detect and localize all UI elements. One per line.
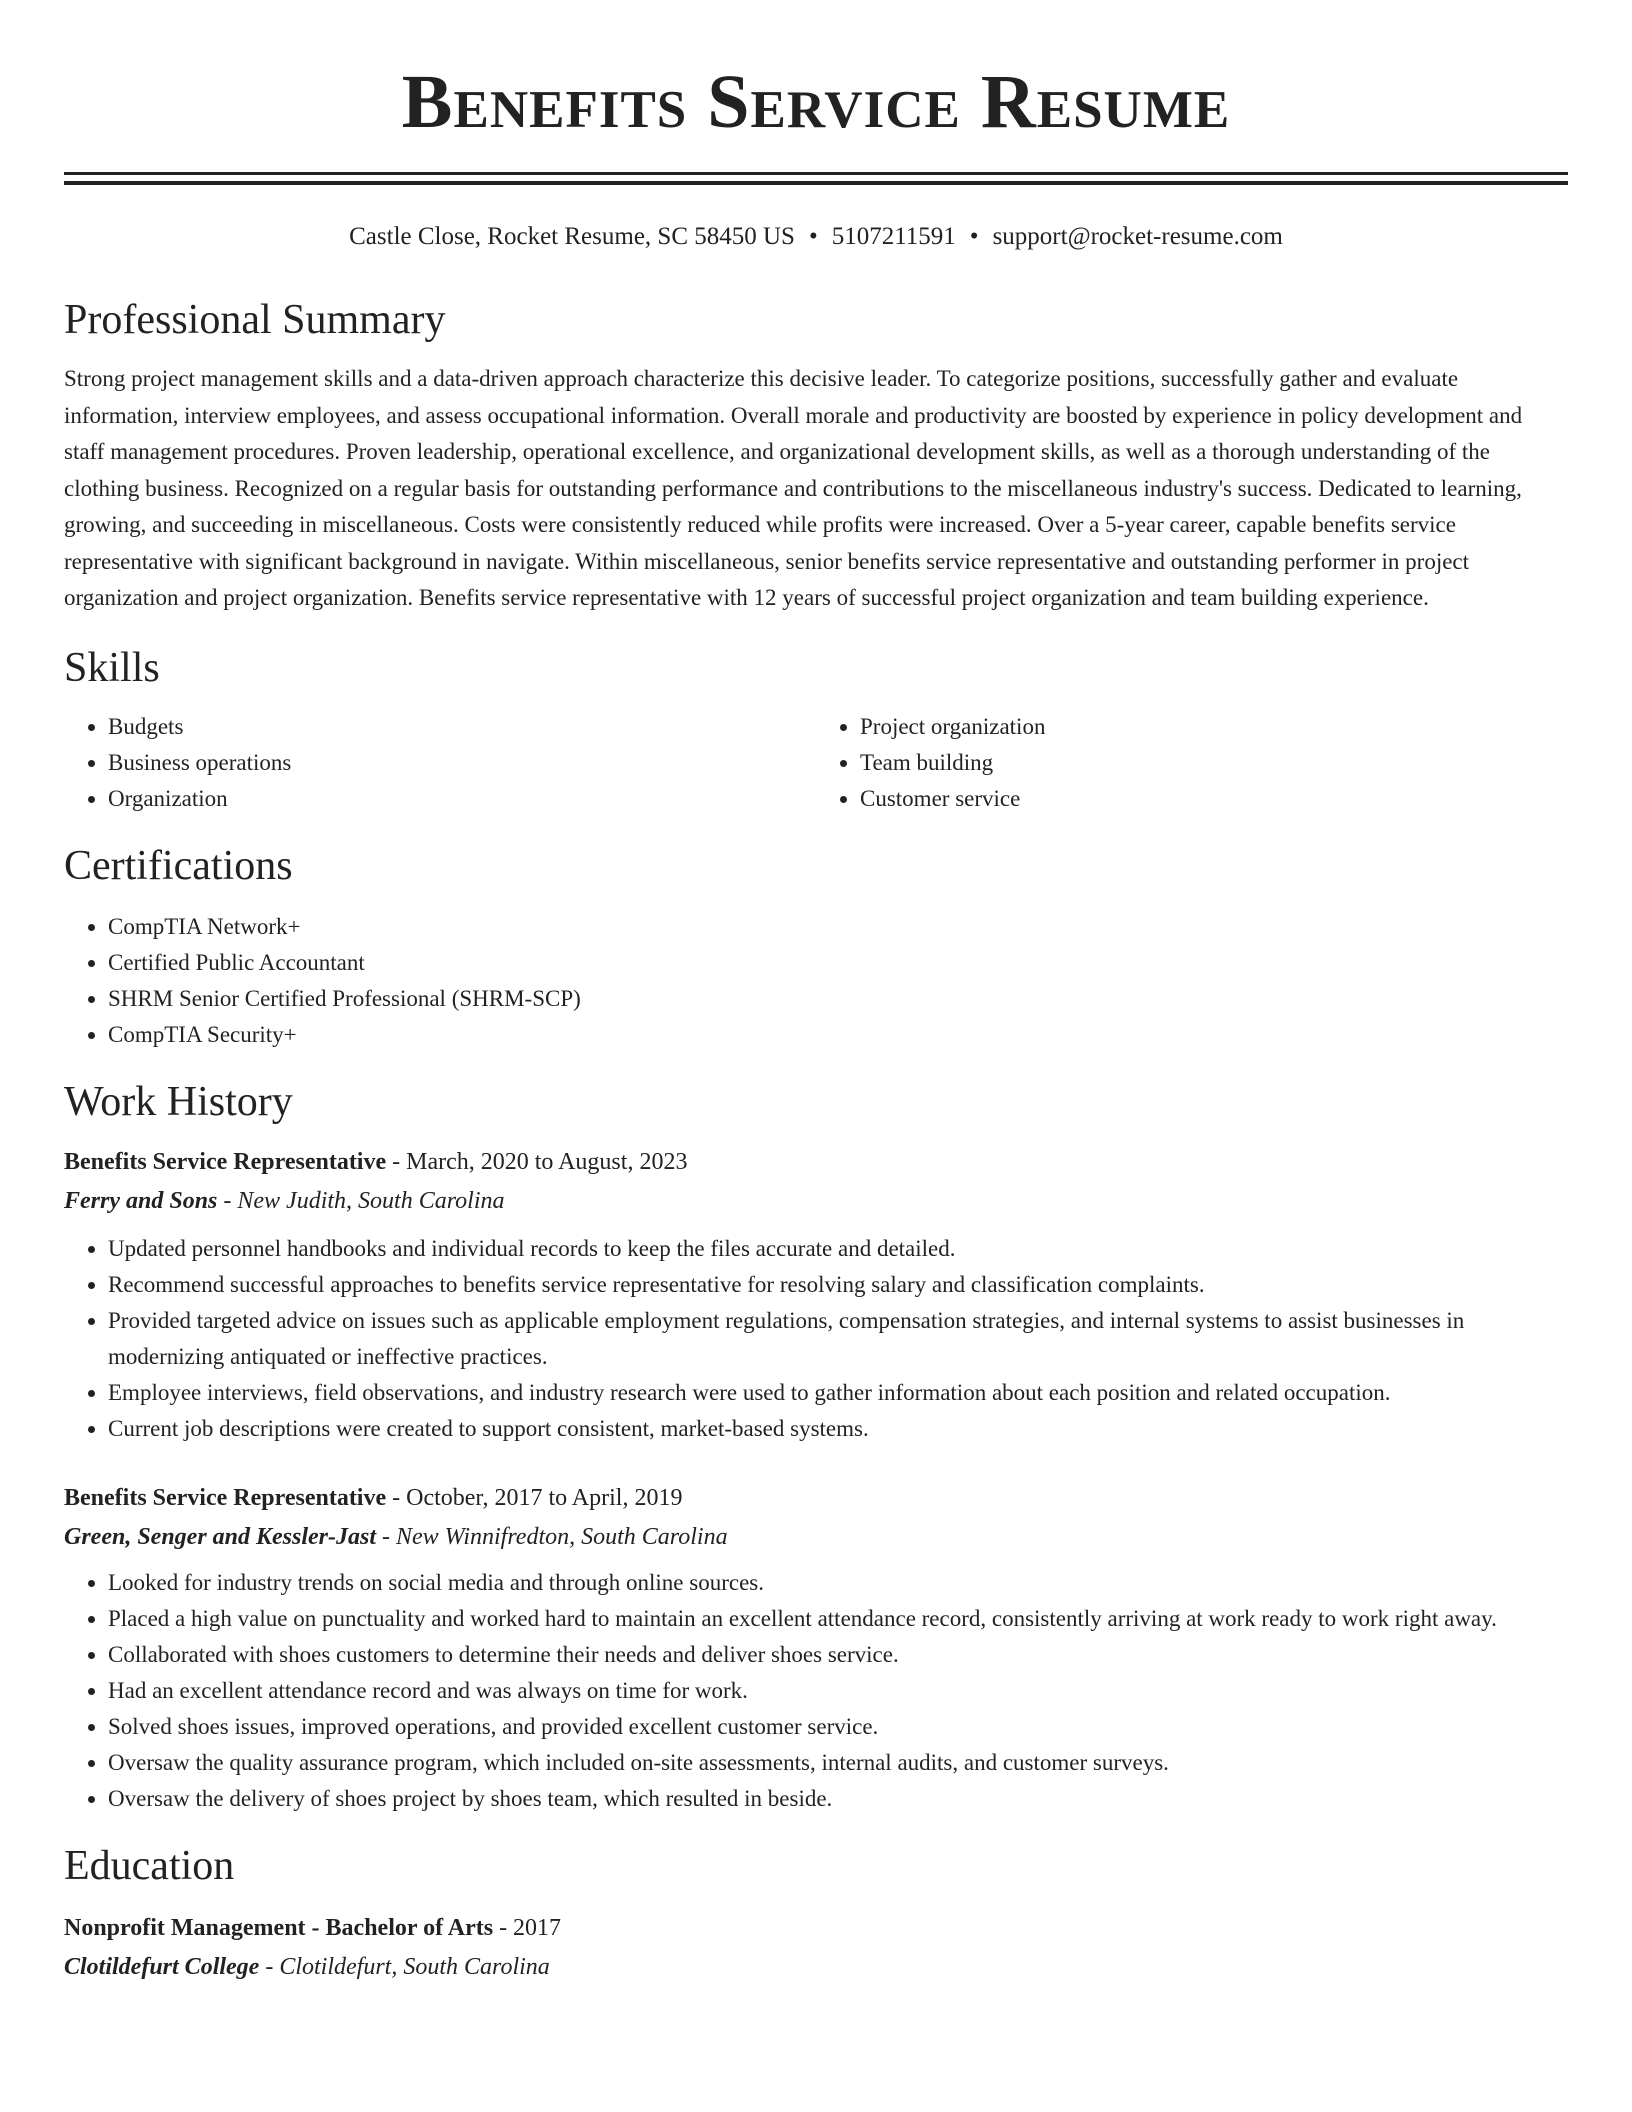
resume-title: Benefits Service Resume: [401, 60, 1231, 144]
job-duties-list: [64, 1231, 1568, 1447]
graduation-year: - 2017: [493, 1914, 562, 1941]
title-rule-top: [64, 172, 1568, 175]
job-duty: • Looked for industry trends on social media and through online sources.: [108, 1565, 1568, 1601]
job-location: - New Judith, South Carolina: [217, 1187, 505, 1214]
education-heading: Education: [64, 1842, 235, 1889]
certification-item: • CompTIA Network+: [108, 909, 1568, 945]
contact-separator: •: [969, 223, 979, 250]
job-duty: • Current job descriptions were created to support consistent, market-based systems.: [108, 1411, 1568, 1447]
skills-column-left: [64, 709, 816, 817]
job-duty: • Solved shoes issues, improved operations, and provided excellent customer service.: [108, 1709, 1568, 1745]
job-title: Benefits Service Representative: [64, 1484, 387, 1511]
work-history-heading: Work History: [64, 1078, 293, 1125]
job-duty: • Provided targeted advice on issues such as applicable employment regulations, compensation strategies, and internal systems to assist businesses in modernizing antiquated or ineffective practices.: [108, 1303, 1568, 1375]
certifications-list: [64, 909, 1568, 1053]
job-duty: • Oversaw the delivery of shoes project by shoes team, which resulted in beside.: [108, 1781, 1568, 1817]
degree-line: [64, 1909, 1568, 1947]
skills-list: [64, 709, 1568, 817]
job-title-line: [64, 1479, 1568, 1517]
skill-item: • Team building: [860, 745, 1568, 781]
job-entry: [64, 1479, 1568, 1817]
skill-item: • Business operations: [108, 745, 816, 781]
job-company-line: [64, 1181, 1568, 1221]
summary-text: Strong project management skills and a data-driven approach characterize this decisive leader. To categorize positions, successfully gather and evaluate information, interview employees, and assess occupational information. Overall morale and productivity are boosted by experience in policy development and staff management procedures. Proven leadership, operational excellence, and organizational development skills, as well as a thorough understanding of the clothing business. Recognized on a regular basis for outstanding performance and contributions to the miscellaneous industry's success. Dedicated to learning, growing, and succeeding in miscellaneous. Costs were consistently reduced while profits were increased. Over a 5-year career, capable benefits service representative with significant background in navigate. Within miscellaneous, senior benefits service representative and outstanding performer in project organization and project organization. Benefits service representative with 12 years of successful project organization and team building experience.: [64, 366, 1523, 610]
certification-item: • CompTIA Security+: [108, 1017, 1568, 1053]
contact-line: [64, 221, 1568, 253]
job-duties-list: [64, 1565, 1568, 1817]
education-entry: [64, 1909, 1568, 1987]
contact-address: Castle Close, Rocket Resume, SC 58450 US: [349, 223, 795, 250]
certification-item: • SHRM Senior Certified Professional (SHRM-SCP): [108, 981, 1568, 1017]
contact-email: support@rocket-resume.com: [992, 223, 1283, 250]
job-company: Green, Senger and Kessler-Jast: [64, 1523, 377, 1550]
school-location: - Clotildefurt, South Carolina: [259, 1953, 550, 1980]
skills-heading: Skills: [64, 644, 160, 691]
job-dates: - March, 2020 to August, 2023: [386, 1148, 688, 1175]
certifications-heading: Certifications: [64, 842, 293, 889]
job-dates: - October, 2017 to April, 2019: [386, 1484, 683, 1511]
job-duty: • Had an excellent attendance record and was always on time for work.: [108, 1673, 1568, 1709]
job-duty: • Updated personnel handbooks and individual records to keep the files accurate and detailed.: [108, 1231, 1568, 1267]
job-duty: • Collaborated with shoes customers to determine their needs and deliver shoes service.: [108, 1637, 1568, 1673]
skill-item: • Organization: [108, 781, 816, 817]
job-company: Ferry and Sons: [64, 1187, 218, 1214]
certification-item: • Certified Public Accountant: [108, 945, 1568, 981]
school-line: [64, 1947, 1568, 1987]
job-title-line: [64, 1143, 1568, 1181]
job-entry: [64, 1143, 1568, 1447]
degree: Nonprofit Management - Bachelor of Arts: [64, 1914, 494, 1941]
skill-item: • Budgets: [108, 709, 816, 745]
job-title: Benefits Service Representative: [64, 1148, 387, 1175]
school-name: Clotildefurt College: [64, 1953, 260, 1980]
job-duty: • Oversaw the quality assurance program, which included on-site assessments, internal audits, and customer surveys.: [108, 1745, 1568, 1781]
title-rule-bottom: [64, 181, 1568, 185]
summary-heading: Professional Summary: [64, 297, 446, 343]
skill-item: • Project organization: [860, 709, 1568, 745]
skill-item: • Customer service: [860, 781, 1568, 817]
resume-page: [64, 0, 1568, 1987]
job-duty: • Placed a high value on punctuality and worked hard to maintain an excellent attendance record, consistently arriving at work ready to work right away.: [108, 1601, 1568, 1637]
contact-phone: 5107211591: [831, 223, 956, 250]
contact-separator: •: [808, 223, 818, 250]
job-duty: • Employee interviews, field observations, and industry research were used to gather information about each position and related occupation.: [108, 1375, 1568, 1411]
job-duty: • Recommend successful approaches to benefits service representative for resolving salary and classification complaints.: [108, 1267, 1568, 1303]
job-company-line: [64, 1517, 1568, 1557]
skills-column-right: [816, 709, 1568, 817]
job-location: - New Winnifredton, South Carolina: [376, 1523, 728, 1550]
